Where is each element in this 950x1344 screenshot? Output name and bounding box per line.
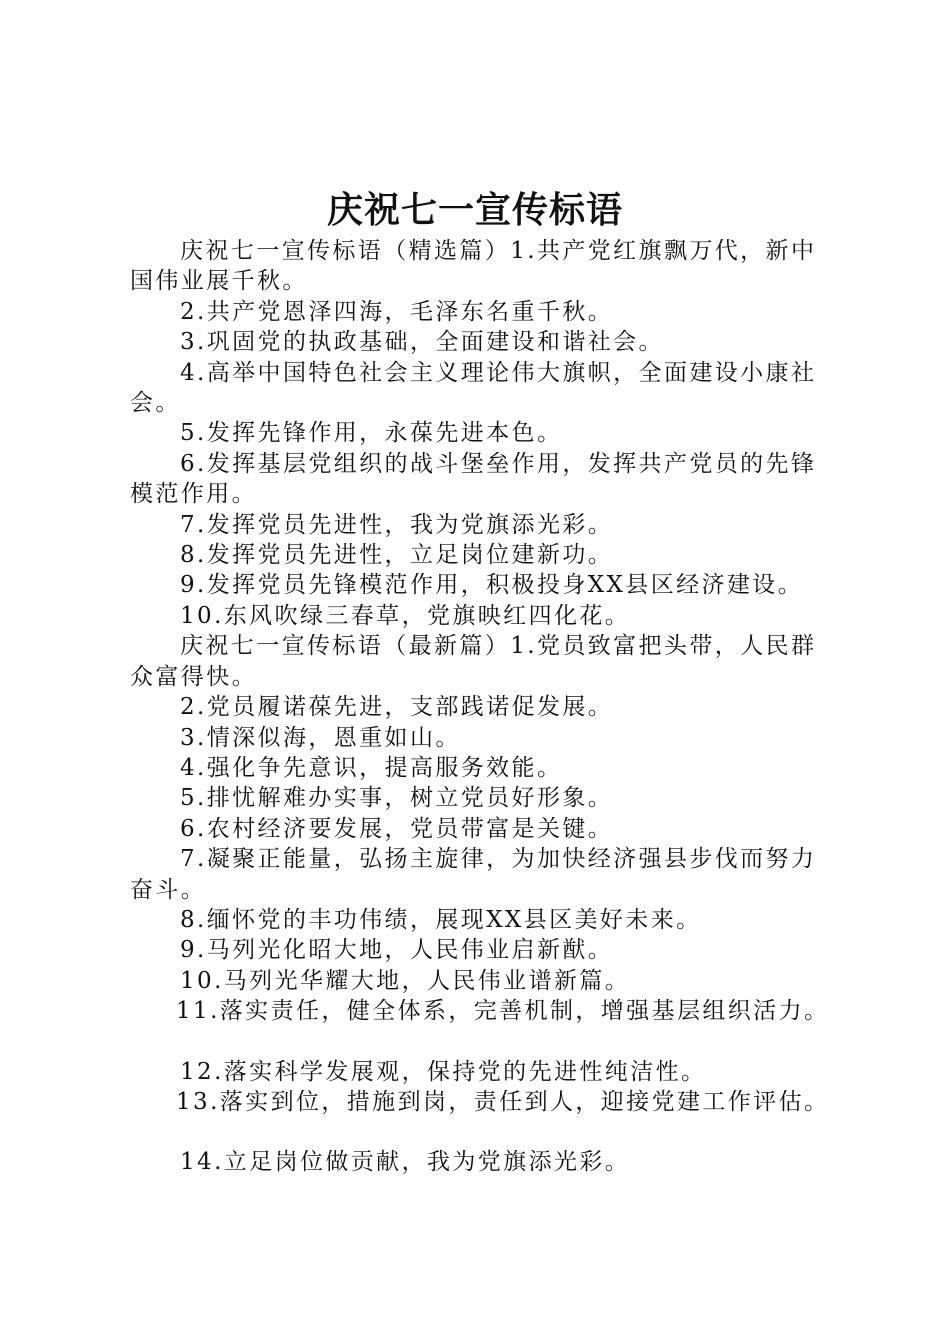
paragraph-19: 9.马列光化昭大地，人民伟业启新猷。 [180, 937, 614, 964]
paragraph-17: 7.凝聚正能量，弘扬主旋律，为加快经济强县步伐而努力奋斗。 [130, 846, 817, 903]
document-body [130, 236, 832, 1178]
paragraph-7: 7.发挥党员先进性，我为党旗添光彩。 [180, 511, 614, 538]
paragraph-10: 10.东风吹绿三春草，党旗映红四化花。 [180, 602, 631, 629]
paragraph-6: 6.发挥基层党组织的战斗堡垒作用，发挥共产党员的先锋模范作用。 [130, 450, 817, 508]
paragraph-24: 14.立足岗位做贡献，我为党旗添光彩。 [180, 1149, 631, 1176]
paragraph-8: 8.发挥党员先进性，立足岗位建新功。 [180, 542, 614, 569]
paragraph-20: 10.马列光华耀大地，人民伟业谱新篇。 [180, 967, 631, 994]
paragraph-9: 9.发挥党员先锋模范作用，积极投身XX县区经济建设。 [180, 572, 804, 599]
paragraph-13: 3.情深似海，恩重如山。 [180, 724, 461, 751]
paragraph-15: 5.排忧解难办实事，树立党员好形象。 [180, 785, 614, 812]
paragraph-23: 13.落实到位，措施到岗，责任到人，迎接党建工作评估。 [176, 1088, 830, 1115]
paragraph-5: 5.发挥先锋作用，永葆先进本色。 [180, 420, 563, 447]
paragraph-gap [130, 1117, 832, 1147]
paragraph-1: 庆祝七一宣传标语（精选篇）1.共产党红旗飘万代，新中国伟业展千秋。 [130, 238, 817, 295]
paragraph-4: 4.高举中国特色社会主义理论伟大旗帜，全面建设小康社会。 [130, 359, 817, 417]
paragraph-22: 12.落实科学发展观，保持党的先进性纯洁性。 [180, 1058, 707, 1085]
paragraph-18: 8.缅怀党的丰功伟绩，展现XX县区美好未来。 [180, 906, 702, 933]
paragraph-2: 2.共产党恩泽四海，毛泽东名重千秋。 [180, 298, 614, 325]
paragraph-16: 6.农村经济要发展，党员带富是关键。 [180, 815, 614, 842]
paragraph-21: 11.落实责任，健全体系，完善机制，增强基层组织活力。 [176, 998, 830, 1025]
paragraph-12: 2.党员履诺葆先进，支部践诺促发展。 [180, 694, 614, 721]
page-title: 庆祝七一宣传标语 [326, 189, 623, 231]
paragraph-14: 4.强化争先意识，提高服务效能。 [180, 754, 563, 781]
paragraph-11: 庆祝七一宣传标语（最新篇）1.党员致富把头带，人民群众富得快。 [130, 633, 817, 690]
paragraph-3: 3.巩固党的执政基础，全面建设和谐社会。 [180, 329, 664, 356]
paragraph-gap [130, 1027, 832, 1057]
